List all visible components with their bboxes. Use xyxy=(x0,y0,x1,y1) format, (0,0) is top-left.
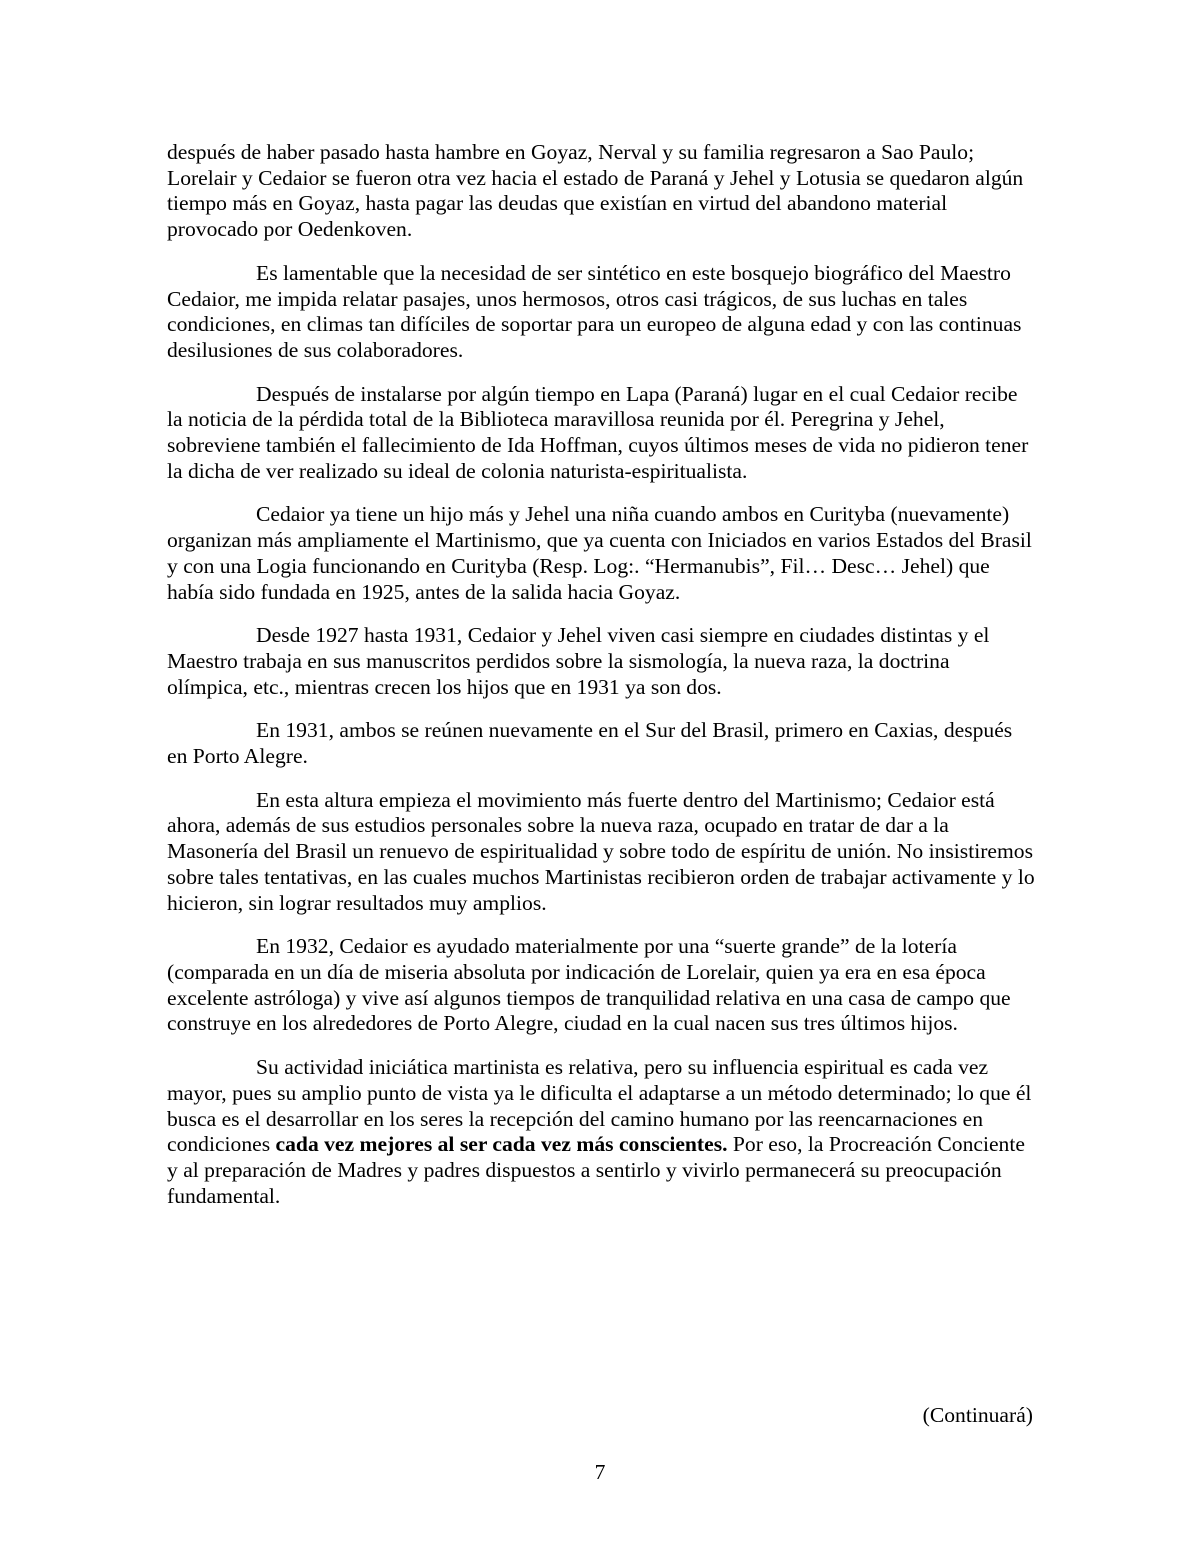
paragraph-9 xyxy=(167,1055,1035,1209)
paragraph-8: En 1932, Cedaior es ayudado materialmente por una “suerte grande” de la lotería (comparada en un día de miseria absoluta por indicación de Lorelair, quien ya era en esa época excelente astróloga) y vive así algunos tiempos de tranquilidad relativa en una casa de campo que construye en los alrededores de Porto Alegre, ciudad en la cual nacen sus tres últimos hijos. xyxy=(167,934,1011,1036)
paragraph-4: Cedaior ya tiene un hijo más y Jehel una niña cuando ambos en Curityba (nuevamente) organizan más ampliamente el Martinismo, que ya cuenta con Iniciados en varios Estados del Brasil y con una Logia funcionando en Curityba (Resp. Log:. “Hermanubis”, Fil… Desc… Jehel) que había sido fundada en 1925, antes de la salida hacia Goyaz. xyxy=(167,502,1032,604)
paragraph-9-text-start: Su actividad iniciática martinista es relativa, pero su influencia espiritual es cada vez mayor, pues su amplio punto de vista ya le dificulta el adaptarse a un método determinado; lo que él busca es el desarrollar en los seres la recepción del camino humano por las reencarnaciones en condiciones xyxy=(167,1055,1032,1157)
continued-label: (Continuará) xyxy=(922,1403,1033,1427)
paragraph-9-text-end: Por eso, la Procreación Conciente y al preparación de Madres y padres dispuestos a sentirlo y vivirlo permanecerá su preocupación fundamental. xyxy=(167,1132,1025,1208)
paragraph-2: Es lamentable que la necesidad de ser sintético en este bosquejo biográfico del Maestro Cedaior, me impida relatar pasajes, unos hermosos, otros casi trágicos, de sus luchas en tales condiciones, en climas tan difíciles de soportar para un europeo de alguna edad y con las continuas desilusiones de sus colaboradores. xyxy=(167,260,1022,362)
paragraph-6: En 1931, ambos se reúnen nuevamente en el Sur del Brasil, primero en Caxias, después en Porto Alegre. xyxy=(167,718,1013,769)
paragraph-7: En esta altura empieza el movimiento más fuerte dentro del Martinismo; Cedaior está ahora, además de sus estudios personales sobre la nueva raza, ocupado en tratar de dar a la Masonería del Brasil un renuevo de espiritualidad y sobre todo de espíritu de unión. No insistiremos sobre tales tentativas, en las cuales muchos Martinistas recibieron orden de trabajar activamente y lo hicieron, sin lograr resultados muy amplios. xyxy=(167,787,1035,915)
paragraph-3: Después de instalarse por algún tiempo en Lapa (Paraná) lugar en el cual Cedaior recibe la noticia de la pérdida total de la Biblioteca maravillosa reunida por él. Peregrina y Jehel, sobreviene también el fallecimiento de Ida Hoffman, cuyos últimos meses de vida no pidieron tener la dicha de ver realizado su ideal de colonia naturista-espiritualista. xyxy=(167,381,1029,483)
paragraph-5: Desde 1927 hasta 1931, Cedaior y Jehel viven casi siempre en ciudades distintas y el Maestro trabaja en sus manuscritos perdidos sobre la sismología, la nueva raza, la doctrina olímpica, etc., mientras crecen los hijos que en 1931 ya son dos. xyxy=(167,623,990,699)
paragraph-9-bold-text: cada vez mejores al ser cada vez más conscientes. xyxy=(275,1132,728,1157)
paragraph-1: después de haber pasado hasta hambre en Goyaz, Nerval y su familia regresaron a Sao Paulo; Lorelair y Cedaior se fueron otra vez hacia el estado de Paraná y Jehel y Lotusia se quedaron algún tiempo más en Goyaz, hasta pagar las deudas que existían en virtud del abandono material provocado por Oedenkoven. xyxy=(167,140,1024,242)
page-number: 7 xyxy=(594,1460,606,1484)
document-body xyxy=(167,140,1035,1227)
